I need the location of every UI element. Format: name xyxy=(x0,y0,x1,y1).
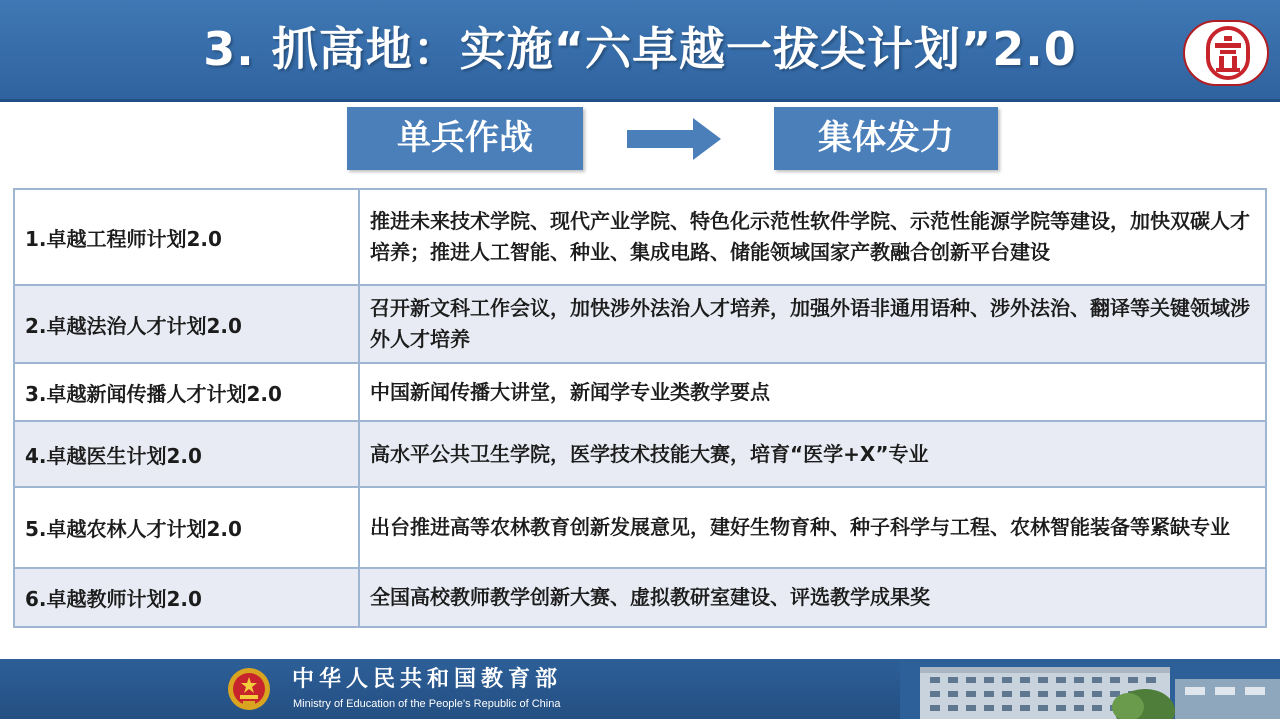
plan-description: 出台推进高等农林教育创新发展意见，建好生物育种、种子科学与工程、农林智能装备等紧缺专业 xyxy=(359,487,1266,568)
table-row xyxy=(14,363,1266,421)
plan-description: 高水平公共卫生学院，医学技术技能大赛，培育“医学+X”专业 xyxy=(359,421,1266,487)
before-label: 单兵作战 xyxy=(347,107,583,170)
plan-description: 全国高校教师教学创新大赛、虚拟教研室建设、评选教学成果奖 xyxy=(359,568,1266,627)
table-row xyxy=(14,568,1266,627)
slide-title: 3. 抓高地：实施“六卓越一拔尖计划”2.0 xyxy=(203,22,1077,76)
ministry-name-en: Ministry of Education of the People's Republic of China xyxy=(293,698,561,710)
plan-name: 1.卓越工程师计划2.0 xyxy=(14,189,359,285)
national-emblem-icon xyxy=(226,665,272,713)
plan-name: 6.卓越教师计划2.0 xyxy=(14,568,359,627)
plan-description: 推进未来技术学院、现代产业学院、特色化示范性软件学院、示范性能源学院等建设，加快双碳人才培养；推进人工智能、种业、集成电路、储能领域国家产教融合创新平台建设 xyxy=(359,189,1266,285)
plan-name: 3.卓越新闻传播人才计划2.0 xyxy=(14,363,359,421)
plan-description: 中国新闻传播大讲堂，新闻学专业类教学要点 xyxy=(359,363,1266,421)
ministry-name-cn: 中华人民共和国教育部 xyxy=(292,666,563,692)
after-label: 集体发力 xyxy=(774,107,998,170)
right-arrow-icon xyxy=(627,118,721,160)
table-row xyxy=(14,421,1266,487)
plans-table xyxy=(13,188,1267,628)
plan-description: 召开新文科工作会议，加快涉外法治人才培养，加强外语非通用语种、涉外法治、翻译等关键领域涉外人才培养 xyxy=(359,285,1266,363)
plan-name: 2.卓越法治人才计划2.0 xyxy=(14,285,359,363)
slide-footer xyxy=(0,659,1280,719)
table-row xyxy=(14,189,1266,285)
table-row xyxy=(14,285,1266,363)
plan-name: 5.卓越农林人才计划2.0 xyxy=(14,487,359,568)
table-row xyxy=(14,487,1266,568)
university-logo xyxy=(1183,20,1269,86)
campus-building-photo xyxy=(900,659,1280,719)
plan-name: 4.卓越医生计划2.0 xyxy=(14,421,359,487)
logo-emblem-icon xyxy=(1206,26,1250,80)
slide-header xyxy=(0,0,1280,102)
